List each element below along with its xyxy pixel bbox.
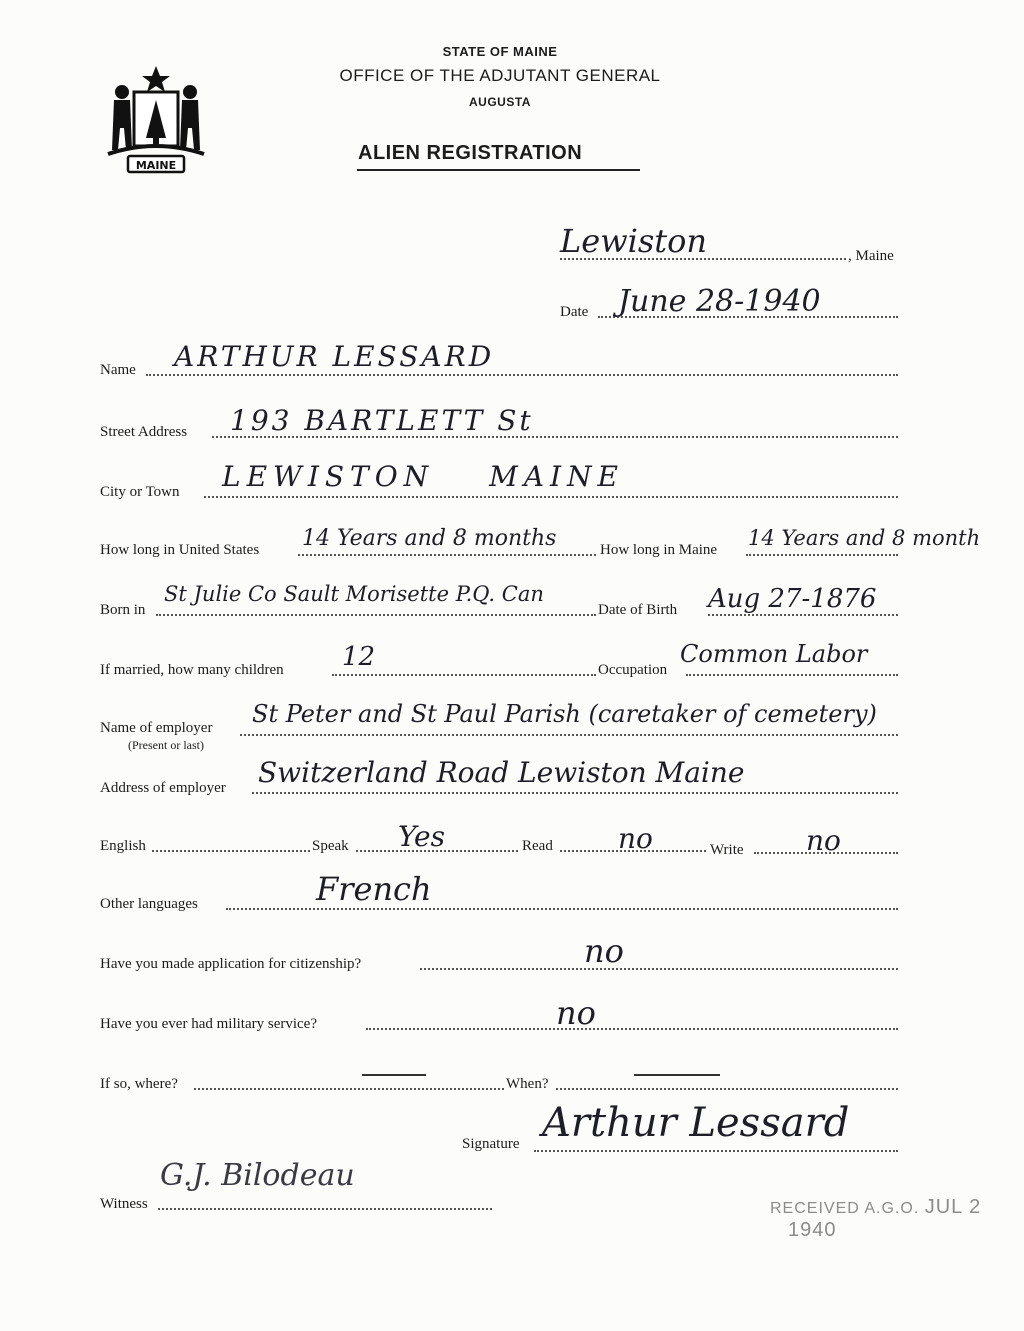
employer-name-sublabel: (Present or last) bbox=[128, 738, 204, 752]
received-stamp bbox=[770, 1196, 1024, 1242]
signature-line bbox=[534, 1150, 898, 1152]
occupation-line bbox=[686, 674, 898, 676]
how-long-us-entry: 14 Years and 8 months bbox=[302, 526, 557, 551]
when-line bbox=[556, 1088, 898, 1090]
date-of-birth-line bbox=[708, 614, 898, 616]
street-address-label: Street Address bbox=[100, 424, 188, 440]
how-long-us-label: How long in United States bbox=[100, 542, 260, 558]
signature-label: Signature bbox=[462, 1136, 520, 1152]
date-of-birth-label: Date of Birth bbox=[598, 602, 678, 618]
received-stamp-year: 1940 bbox=[788, 1219, 837, 1241]
military-label: Have you ever had military service? bbox=[100, 1016, 317, 1032]
occupation-label: Occupation bbox=[598, 662, 668, 678]
children-label: If married, how many children bbox=[100, 662, 284, 678]
town-entry: Lewiston bbox=[560, 222, 707, 260]
street-address-entry: 193 BARTLETT St bbox=[230, 404, 534, 437]
speak-entry: Yes bbox=[398, 820, 445, 853]
if-so-where-line bbox=[194, 1088, 504, 1090]
received-stamp-date: JUL 2 bbox=[924, 1196, 982, 1218]
if-so-where-dash bbox=[362, 1074, 426, 1076]
how-long-us-line bbox=[298, 554, 596, 556]
maine-state-seal-icon bbox=[100, 58, 212, 178]
date-entry: June 28-1940 bbox=[618, 284, 821, 319]
if-so-where-label: If so, where? bbox=[100, 1076, 178, 1092]
witness-label: Witness bbox=[100, 1196, 148, 1212]
date-of-birth-entry: Aug 27-1876 bbox=[708, 584, 877, 614]
other-languages-entry: French bbox=[316, 870, 432, 908]
name-line bbox=[146, 374, 898, 376]
city-or-town-entry: LEWISTON MAINE bbox=[222, 460, 624, 493]
read-label: Read bbox=[522, 838, 553, 854]
occupation-entry: Common Labor bbox=[680, 640, 868, 668]
read-entry: no bbox=[618, 822, 653, 855]
military-line bbox=[366, 1028, 898, 1030]
seal-banner-text: MAINE bbox=[135, 159, 177, 172]
children-entry: 12 bbox=[342, 642, 376, 672]
how-long-maine-entry: 14 Years and 8 month bbox=[748, 526, 981, 550]
how-long-maine-label: How long in Maine bbox=[600, 542, 718, 558]
when-label: When? bbox=[506, 1076, 549, 1092]
employer-address-line bbox=[252, 792, 898, 794]
born-in-entry: St Julie Co Sault Morisette P.Q. Can bbox=[164, 582, 544, 606]
english-label: English bbox=[100, 838, 146, 854]
employer-name-label: Name of employer bbox=[100, 720, 213, 736]
witness-entry: G.J. Bilodeau bbox=[160, 1158, 355, 1193]
write-entry: no bbox=[806, 824, 841, 857]
city-or-town-label: City or Town bbox=[100, 484, 180, 500]
how-long-maine-line bbox=[746, 554, 898, 556]
office-heading: OFFICE OF THE ADJUTANT GENERAL bbox=[339, 66, 661, 85]
born-in-label: Born in bbox=[100, 602, 146, 618]
write-label: Write bbox=[710, 842, 744, 858]
witness-line bbox=[158, 1208, 492, 1210]
citizenship-label: Have you made application for citizenship? bbox=[100, 956, 362, 972]
employer-address-label: Address of employer bbox=[100, 780, 226, 796]
received-stamp-text: RECEIVED A.G.O. bbox=[770, 1200, 920, 1217]
english-line bbox=[152, 850, 310, 852]
form-title: ALIEN REGISTRATION bbox=[358, 142, 583, 164]
name-label: Name bbox=[100, 362, 136, 378]
children-line bbox=[332, 674, 596, 676]
maine-label: , Maine bbox=[848, 248, 894, 264]
military-entry: no bbox=[556, 994, 596, 1032]
name-entry: ARTHUR LESSARD bbox=[174, 340, 495, 373]
employer-address-entry: Switzerland Road Lewiston Maine bbox=[258, 756, 745, 789]
employer-name-entry: St Peter and St Paul Parish (caretaker of cemetery) bbox=[252, 700, 877, 728]
speak-label: Speak bbox=[312, 838, 349, 854]
other-languages-line bbox=[226, 908, 898, 910]
citizenship-line bbox=[420, 968, 898, 970]
born-in-line bbox=[156, 614, 596, 616]
signature-entry: Arthur Lessard bbox=[542, 1100, 850, 1146]
employer-name-line bbox=[240, 734, 898, 736]
city-heading: AUGUSTA bbox=[469, 95, 531, 109]
other-languages-label: Other languages bbox=[100, 896, 198, 912]
when-dash bbox=[634, 1074, 720, 1076]
title-underline bbox=[357, 169, 640, 171]
date-label: Date bbox=[560, 304, 589, 320]
city-or-town-line bbox=[204, 496, 898, 498]
citizenship-entry: no bbox=[584, 932, 624, 970]
state-heading: STATE OF MAINE bbox=[442, 44, 558, 59]
